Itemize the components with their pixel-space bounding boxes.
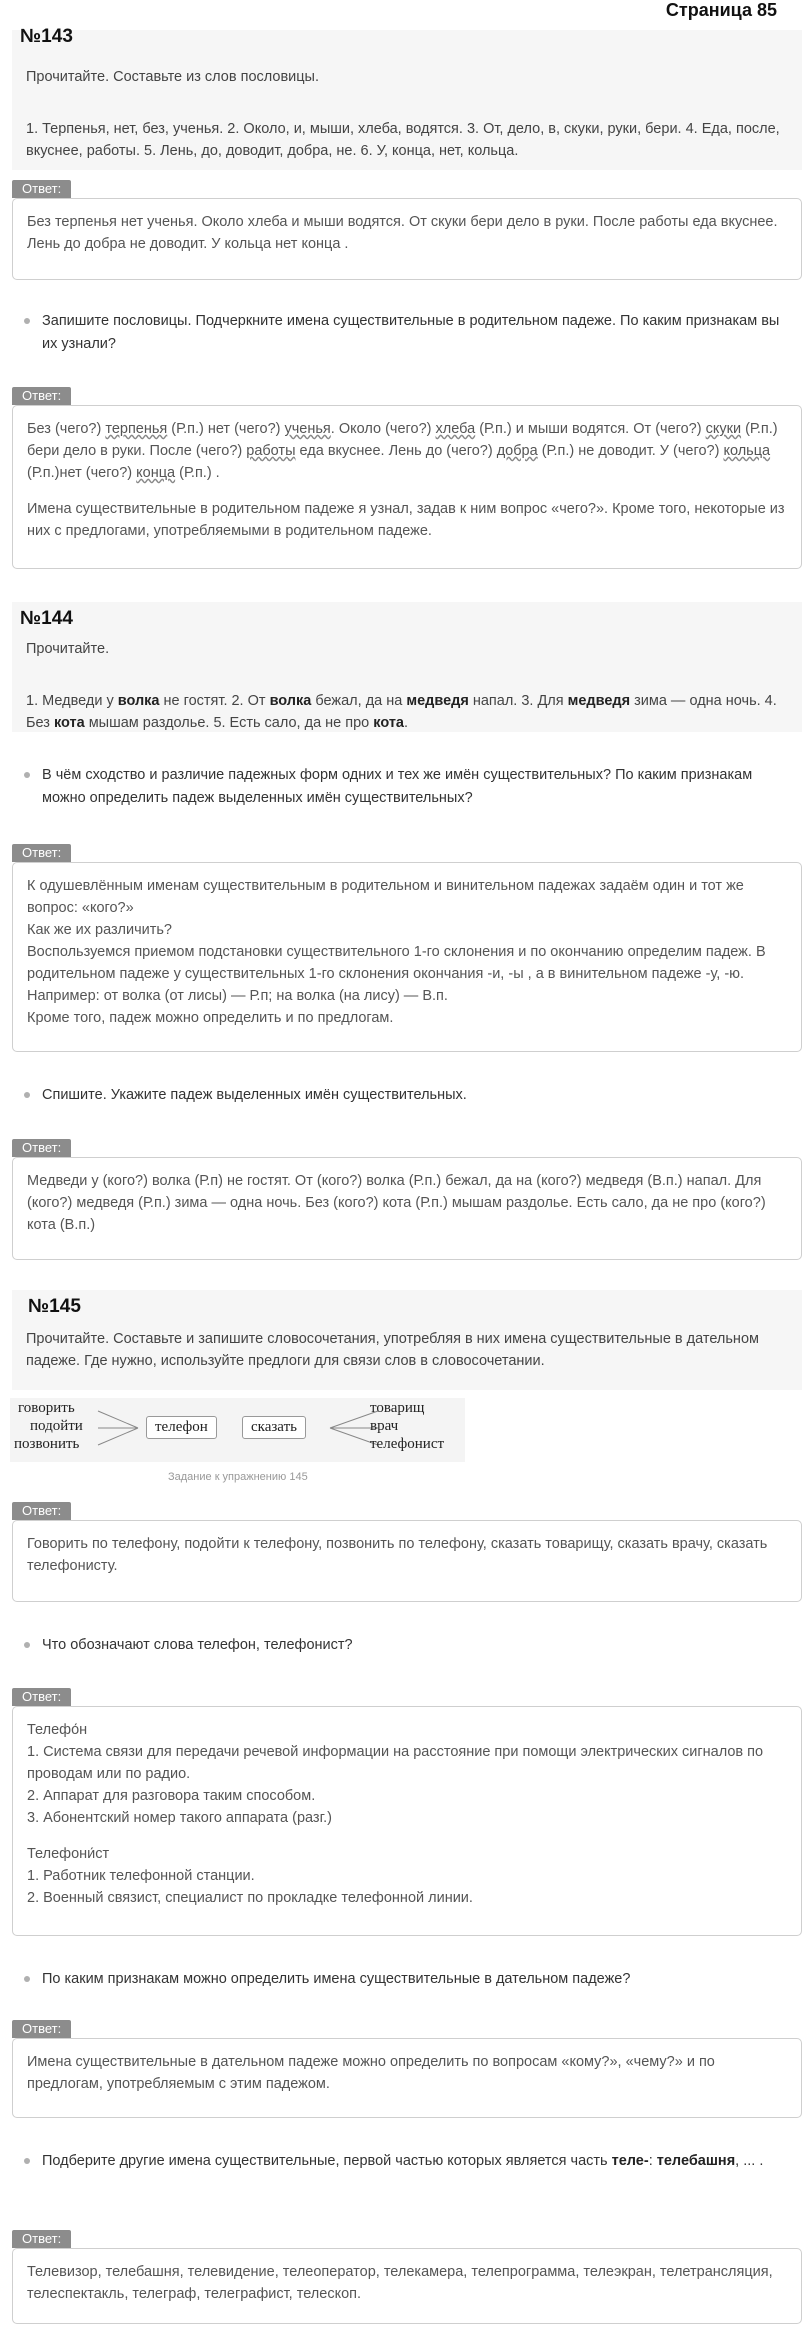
highlighted-word: медведя — [406, 693, 469, 709]
figure-word: подойти — [30, 1418, 83, 1434]
bullet-icon — [24, 772, 30, 778]
task-text: Подберите другие имена существительные, первой частью которых является часть теле-: телебашня, ... . — [42, 2153, 764, 2169]
task-item — [14, 764, 794, 810]
figure-word: товарищ — [370, 1400, 425, 1416]
definition-word: Телефо́н — [27, 1722, 88, 1738]
answer-label: Ответ: — [12, 387, 71, 405]
exercise-145-figure — [10, 1398, 465, 1462]
bullet-icon — [24, 1642, 30, 1648]
answer-label: Ответ: — [12, 180, 71, 198]
definition-line: 1. Система связи для передачи речевой информации на расстояние при помощи электрических сигналов по проводам или по радио. — [27, 1744, 764, 1782]
highlighted-word: волка — [269, 693, 312, 709]
highlighted-word: кота — [373, 715, 404, 731]
underlined-word: кольца — [723, 443, 771, 459]
answer-box — [12, 198, 802, 280]
exercise-145-instruction: Прочитайте. Составьте и запишите словосочетания, употребляя в них имена существительные в дательном падеже. Где нужно, используйте предлоги для связи слов в словосочетании. — [26, 1331, 759, 1369]
task-text: Спишите. Укажите падеж выделенных имён существительных. — [42, 1087, 467, 1103]
task-text: Что обозначают слова телефон, телефонист? — [42, 1637, 353, 1653]
answer-box — [12, 862, 802, 1052]
answer-label: Ответ: — [12, 1688, 71, 1706]
task-item — [14, 310, 794, 356]
task-text: Запишите пословицы. Подчеркните имена существительные в родительном падеже. По каким признакам вы их узнали? — [42, 313, 780, 352]
answer-text: Без терпенья нет ученья. Около хлеба и мыши водятся. От скуки бери дело в руки. После работы еда вкуснее. Лень до добра не доводит. У кольца нет конца . — [27, 214, 778, 252]
answer-box — [12, 2038, 802, 2118]
underlined-word: терпенья — [105, 421, 168, 437]
bullet-icon — [24, 2158, 30, 2164]
answer-text: Имена существительные в дательном падеже можно определить по вопросам «кому?», «чему?» и по предлогам, употребляемым с этим падежом. — [27, 2054, 715, 2092]
task-text: В чём сходство и различие падежных форм одних и тех же имён существительных? По каким признакам можно определить падеж выделенных имён существительных? — [42, 767, 753, 806]
answer-text: Телевизор, телебашня, телевидение, телеоператор, телекамера, телепрограмма, телеэкран, телетрансляция, телеспектакль, телеграф, телеграфист, телескоп. — [27, 2264, 773, 2302]
exercise-143-number: №143 — [20, 26, 73, 47]
task-text: По каким признакам можно определить имена существительные в дательном падеже? — [42, 1971, 631, 1987]
figure-box-telephone: телефон — [146, 1416, 217, 1439]
bullet-icon — [24, 318, 30, 324]
answer-line: Как же их различить? — [27, 922, 172, 938]
highlighted-word: телебашня — [656, 2153, 736, 2169]
exercise-144-instruction: Прочитайте. — [26, 641, 110, 657]
answer-paragraph: Без (чего?) терпенья (Р.п.) нет (чего?) ученья. Около (чего?) хлеба (Р.п.) и мыши водятся. От (чего?) скуки (Р.п.) бери дело в руки. После (чего?) работы еда вкуснее. Лень до (чего?) добра (Р.п.) не доводит. У (чего?) кольца (Р.п.)нет (чего?) конца (Р.п.) . — [27, 421, 778, 481]
figure-box-say: сказать — [242, 1416, 306, 1439]
definition-word: Телефони́ст — [27, 1846, 110, 1862]
page-label: Страница 85 — [665, 0, 777, 20]
figure-word: врач — [370, 1418, 399, 1434]
exercise-143-instruction: Прочитайте. Составьте из слов пословицы. — [26, 69, 320, 85]
underlined-word: конца — [136, 465, 176, 481]
task-item — [14, 1634, 794, 1657]
underlined-word: скуки — [705, 421, 742, 437]
answer-box — [12, 1706, 802, 1936]
figure-word: говорить — [18, 1400, 75, 1416]
exercise-145-number: №145 — [28, 1296, 81, 1317]
answer-box — [12, 405, 802, 569]
figure-word: позвонить — [14, 1436, 80, 1452]
answer-label: Ответ: — [12, 2020, 71, 2038]
definition-line: 3. Абонентский номер такого аппарата (разг.) — [27, 1810, 332, 1826]
exercise-144-text: 1. Медведи у волка не гостят. 2. От волка бежал, да на медведя напал. 3. Для медведя зима — одна ночь. 4. Без кота мышам раздолье. 5. Есть сало, да не про кота. — [26, 693, 777, 731]
figure-word: телефонист — [370, 1436, 445, 1452]
bullet-icon — [24, 1976, 30, 1982]
task-item — [14, 1968, 794, 1991]
highlighted-prefix: теле- — [611, 2153, 649, 2169]
task-item — [14, 1084, 794, 1107]
answer-line: К одушевлённым именам существительным в родительном и винительном падежах задаём один и тот же вопрос: «кого?» — [27, 878, 744, 916]
answer-line: Кроме того, падеж можно определить и по предлогам. — [27, 1010, 394, 1026]
definition-line: 1. Работник телефонной станции. — [27, 1868, 255, 1884]
exercise-144-number: №144 — [20, 608, 73, 629]
underlined-word: хлеба — [435, 421, 476, 437]
bullet-icon — [24, 1092, 30, 1098]
figure-caption: Задание к упражнению 145 — [168, 1471, 308, 1483]
underlined-word: добра — [496, 443, 538, 459]
highlighted-word: медведя — [567, 693, 631, 709]
underlined-word: работы — [246, 443, 296, 459]
highlighted-word: волка — [117, 693, 160, 709]
answer-box — [12, 1520, 802, 1602]
answer-label: Ответ: — [12, 1139, 71, 1157]
answer-paragraph: Имена существительные в родительном падеже я узнал, задав к ним вопрос «чего?». Кроме того, некоторые из них с предлогами, употребляемыми в родительном падеже. — [27, 501, 785, 539]
answer-text: Говорить по телефону, подойти к телефону, позвонить по телефону, сказать товарищу, сказать врачу, сказать телефонисту. — [27, 1536, 768, 1574]
answer-text: Медведи у (кого?) волка (Р.п) не гостят. От (кого?) волка (Р.п.) бежал, да на (кого?) медведя (В.п.) напал. Для (кого?) медведя (Р.п.) зима — одна ночь. Без (кого?) кота (Р.п.) мышам раздолье. Есть сало, да не про (кого?) кота (В.п.) — [27, 1173, 766, 1233]
exercise-143-words: 1. Терпенья, нет, без, ученья. 2. Около, и, мыши, хлеба, водятся. 3. От, дело, в, скуки, руки, бери. 4. Еда, после, вкуснее, работы. 5. Лень, до, доводит, добра, не. 6. У, конца, нет, кольца. — [26, 121, 780, 159]
answer-box — [12, 1157, 802, 1260]
underlined-word: ученья — [284, 421, 331, 437]
answer-label: Ответ: — [12, 2230, 71, 2248]
task-item — [14, 2150, 794, 2173]
answer-line: Воспользуемся приемом подстановки существительного 1-го склонения и по окончанию определим падеж. В родительном падеже у существительных 1-го склонения окончания -и, -ы , а в винительном падеже -у, -ю. Например: от волка (от лисы) — Р.п; на волка (на лису) — В.п. — [27, 944, 766, 1004]
definition-line: 2. Военный связист, специалист по прокладке телефонной линии. — [27, 1890, 473, 1906]
definition-line: 2. Аппарат для разговора таким способом. — [27, 1788, 316, 1804]
answer-label: Ответ: — [12, 1502, 71, 1520]
answer-label: Ответ: — [12, 844, 71, 862]
answer-box — [12, 2248, 802, 2324]
highlighted-word: кота — [53, 715, 85, 731]
